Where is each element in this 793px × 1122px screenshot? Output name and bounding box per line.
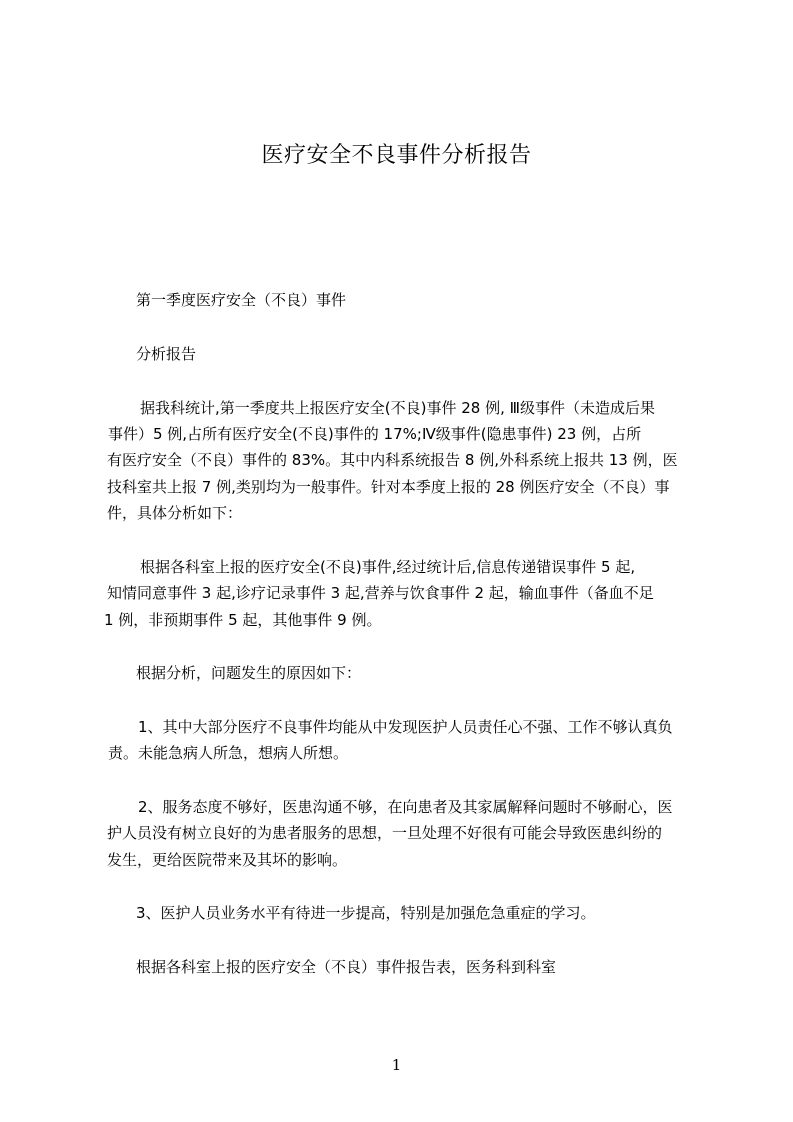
paragraph-5-line-3: 发生，更给医院带来及其坏的影响。 — [107, 851, 348, 869]
paragraph-5-line-1: 2、服务态度不够好，医患沟通不够，在向患者及其家属解释问题时不够耐心，医 — [138, 798, 673, 816]
paragraph-4-line-1: 1、其中大部分医疗不良事件均能从中发现医护人员责任心不强、工作不够认真负 — [138, 718, 673, 736]
paragraph-7: 根据各科室上报的医疗安全（不良）事件报告表，医务科到科室 — [136, 958, 557, 976]
paragraph-1-line-2: 事件）5 例,占所有医疗安全(不良)事件的 17%;Ⅳ级事件(隐患事件) 23 例，占所 — [108, 425, 642, 443]
subtitle-line: 第一季度医疗安全（不良）事件 — [136, 291, 347, 309]
subtitle-line-2: 分析报告 — [136, 345, 197, 363]
paragraph-4-line-2: 责。未能急病人所急，想病人所想。 — [108, 744, 349, 762]
paragraph-3: 根据分析，问题发生的原因如下： — [136, 664, 362, 682]
paragraph-2-line-3: 1 例，非预期事件 5 起，其他事件 9 例。 — [104, 611, 382, 629]
page-number: 1 — [391, 1056, 402, 1074]
document-title: 医疗安全不良事件分析报告 — [261, 143, 532, 168]
paragraph-5-line-2: 护人员没有树立良好的为患者服务的思想，一旦处理不好很有可能会导致医患纠纷的 — [107, 824, 663, 842]
paragraph-6: 3、医护人员业务水平有待进一步提高，特别是加强危急重症的学习。 — [136, 904, 596, 922]
paragraph-1-line-1: 据我科统计,第一季度共上报医疗安全(不良)事件 28 例, Ⅲ级事件（未造成后果 — [140, 399, 655, 417]
paragraph-1-line-5: 件，具体分析如下： — [107, 504, 243, 522]
paragraph-1-line-3: 有医疗安全（不良）事件的 83%。其中内科系统报告 8 例,外科系统上报共 13 例，医 — [107, 451, 678, 469]
paragraph-2-line-1: 根据各科室上报的医疗安全(不良)事件,经过统计后,信息传递错误事件 5 起, — [140, 558, 636, 576]
paragraph-2-line-2: 知情同意事件 3 起,诊疗记录事件 3 起,营养与饮食事件 2 起，输血事件（备血不足 — [107, 584, 654, 602]
paragraph-1-line-4: 技科室共上报 7 例,类别均为一般事件。针对本季度上报的 28 例医疗安全（不良）事 — [107, 478, 670, 496]
